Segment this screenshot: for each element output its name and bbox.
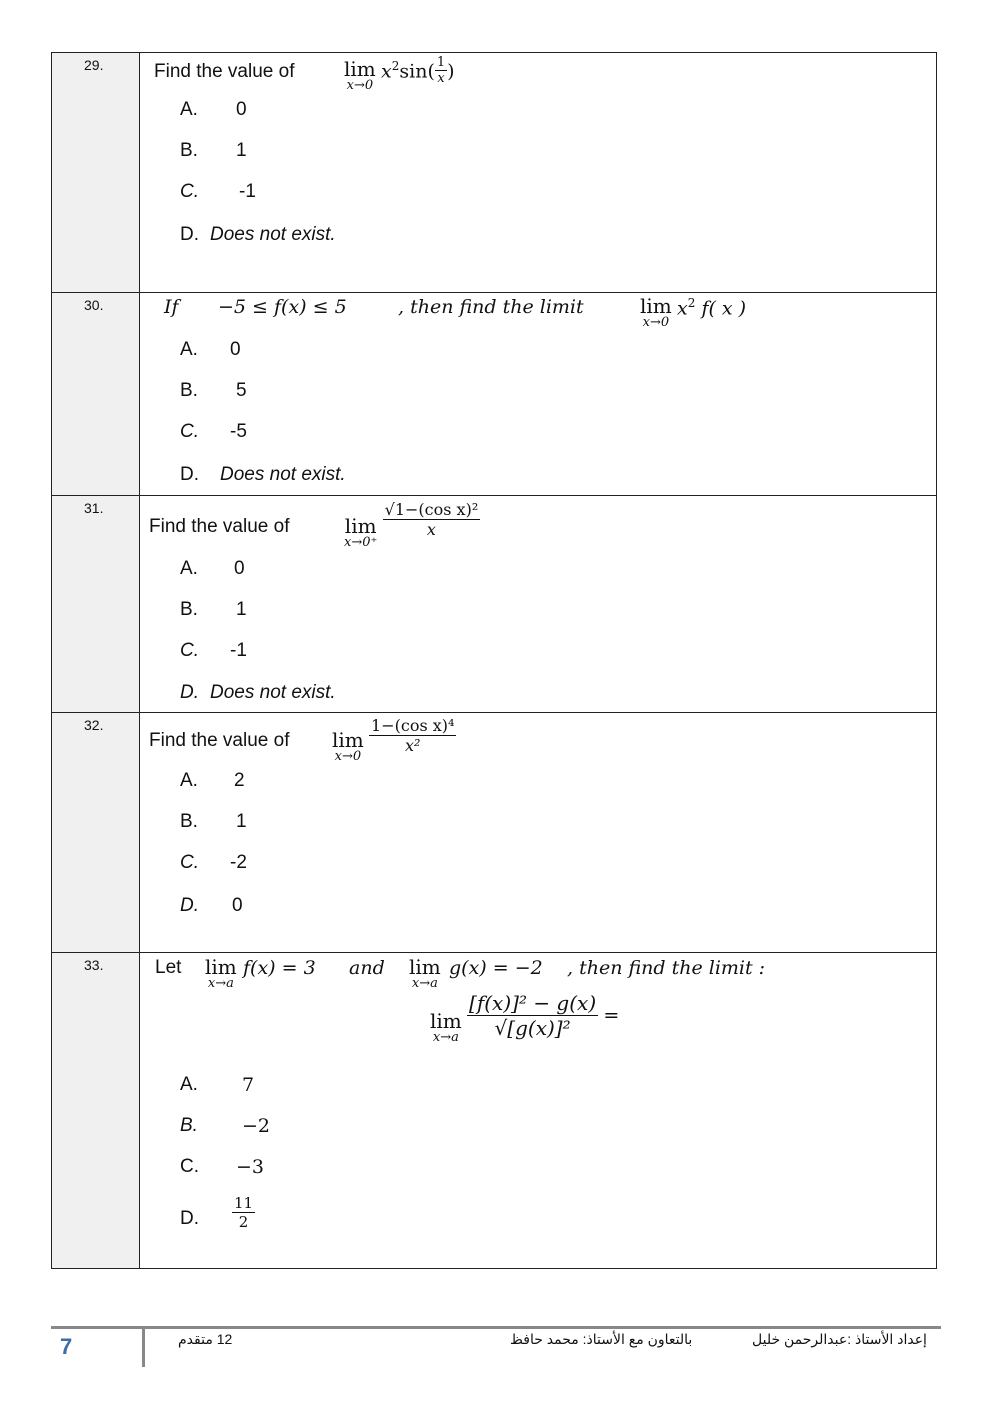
- lim-subscript: x→a: [411, 976, 438, 991]
- question-number: 32.: [84, 717, 104, 733]
- frac-numerator: [f(x)]² − g(x): [469, 991, 597, 1015]
- frac-denominator: 2: [238, 1213, 249, 1231]
- lim-subscript: x→0: [334, 749, 362, 764]
- option-value: 1: [236, 140, 247, 161]
- frac-denominator: x²: [405, 736, 421, 755]
- option-value: -5: [230, 421, 247, 442]
- frac-denominator: x: [437, 71, 445, 86]
- option-label: A.: [180, 770, 198, 791]
- lim-word: lim: [332, 728, 364, 752]
- condition: −5 ≤ f(x) ≤ 5: [218, 296, 347, 318]
- frac-numerator: 11: [234, 1194, 254, 1212]
- option-label: C.: [180, 421, 199, 442]
- option-b[interactable]: [180, 811, 247, 833]
- option-c[interactable]: [180, 852, 247, 874]
- lim-word: lim: [344, 514, 377, 538]
- page-number: 7: [60, 1334, 73, 1359]
- question-prompt: [155, 955, 855, 991]
- option-label: B.: [180, 140, 198, 161]
- expr-func: sin(: [399, 60, 435, 83]
- option-value: 7: [242, 1074, 255, 1096]
- option-value: 1: [236, 599, 247, 620]
- lim-word: lim: [205, 955, 237, 979]
- option-value: −2: [242, 1115, 271, 1137]
- option-value: 1: [236, 811, 247, 832]
- question-body: [140, 953, 937, 1269]
- question-number-cell: [52, 53, 140, 293]
- option-value: 0: [234, 558, 245, 579]
- footer-level: 12 متقدم: [178, 1331, 233, 1347]
- lim-subscript: x→a: [207, 976, 234, 991]
- question-row-33: [52, 953, 937, 1269]
- option-c[interactable]: [180, 421, 247, 443]
- option-label: D.: [180, 1208, 199, 1229]
- question-number: 33.: [84, 957, 104, 973]
- option-a[interactable]: [180, 339, 241, 361]
- option-a[interactable]: [180, 558, 245, 580]
- lim-word: lim: [640, 294, 672, 318]
- expr-term: x: [677, 297, 688, 320]
- question-body: [140, 496, 937, 713]
- question-row-31: [52, 496, 937, 713]
- lim-word: lim: [344, 57, 376, 81]
- frac-numerator: √1−(cos x)²: [384, 500, 479, 519]
- question-expression: [332, 716, 456, 764]
- option-label: D.: [180, 895, 199, 916]
- question-body: [140, 53, 937, 293]
- option-d[interactable]: [180, 1194, 254, 1231]
- footer-separator: [142, 1329, 145, 1367]
- option-label: B.: [180, 380, 198, 401]
- option-value: -1: [239, 181, 256, 202]
- option-a[interactable]: [180, 99, 247, 121]
- question-body: [140, 713, 937, 953]
- question-prompt: Find the value of: [149, 516, 290, 537]
- option-c[interactable]: [180, 1156, 265, 1178]
- option-value: Does not exist.: [210, 224, 336, 245]
- option-label: C.: [180, 640, 199, 661]
- lim-word: lim: [430, 1009, 462, 1033]
- expr-term: x: [381, 60, 392, 83]
- question-row-30: [52, 293, 937, 496]
- option-value: Does not exist.: [210, 682, 336, 703]
- option-value: 0: [236, 99, 247, 120]
- frac-denominator: x: [426, 520, 436, 539]
- lim-subscript: x→0: [346, 78, 374, 93]
- prompt-then: , then find the limit :: [567, 957, 766, 979]
- option-value: −3: [236, 1156, 265, 1178]
- option-c[interactable]: [180, 181, 256, 203]
- option-label: B.: [180, 599, 198, 620]
- question-prompt: Find the value of: [149, 730, 290, 751]
- option-label: A.: [180, 558, 198, 579]
- expr-exponent: 2: [687, 296, 696, 310]
- option-value: -1: [230, 640, 247, 661]
- question-number: 30.: [84, 297, 104, 313]
- question-expression: [640, 296, 746, 330]
- question-expression: [430, 991, 619, 1045]
- question-number: 29.: [84, 57, 104, 73]
- question-number-cell: [52, 293, 140, 496]
- option-b[interactable]: [180, 380, 247, 402]
- option-b[interactable]: [180, 1115, 271, 1137]
- option-b[interactable]: [180, 140, 247, 162]
- option-label: B.: [180, 811, 198, 832]
- lim-word: lim: [409, 955, 441, 979]
- given-g: g(x) = −2: [449, 957, 543, 979]
- option-value: 5: [236, 380, 247, 401]
- prompt-then: , then find the limit: [398, 296, 584, 318]
- option-value: Does not exist.: [220, 464, 346, 485]
- frac-numerator: 1−(cos x)⁴: [371, 716, 455, 735]
- option-value: -2: [230, 852, 247, 873]
- option-label: C.: [180, 181, 199, 202]
- option-value: 2: [234, 770, 245, 791]
- question-number-cell: [52, 953, 140, 1269]
- given-f: f(x) = 3: [243, 957, 316, 979]
- lim-subscript: x→0⁺: [344, 535, 378, 550]
- option-label: A.: [180, 1074, 198, 1095]
- option-value: 0: [232, 895, 243, 916]
- option-a[interactable]: [180, 770, 245, 792]
- footer-author: إعداد الأستاذ :عبدالرحمن خليل: [752, 1331, 927, 1347]
- question-number-cell: [52, 713, 140, 953]
- footer-collaboration: بالتعاون مع الأستاذ: محمد حافظ: [510, 1331, 693, 1347]
- option-label: C.: [180, 852, 199, 873]
- frac-numerator: 1: [436, 55, 446, 70]
- questions-table: [51, 52, 937, 1269]
- expr-exponent: 2: [391, 59, 400, 74]
- question-number: 31.: [84, 500, 104, 516]
- question-prompt: Find the value of: [154, 61, 295, 82]
- option-value: 0: [230, 339, 241, 360]
- option-label: D.: [180, 682, 199, 703]
- option-b[interactable]: [180, 599, 247, 621]
- prompt-let: Let: [155, 957, 182, 978]
- option-label: C.: [180, 1156, 199, 1177]
- lim-subscript: x→a: [432, 1030, 459, 1045]
- option-d[interactable]: [180, 224, 336, 246]
- option-d[interactable]: [180, 464, 346, 486]
- option-a[interactable]: [180, 1074, 255, 1096]
- option-label: D.: [180, 224, 199, 245]
- option-label: B.: [180, 1115, 198, 1136]
- footer-divider: [51, 1326, 941, 1329]
- frac-denominator: √[g(x)]²: [494, 1016, 571, 1040]
- option-d[interactable]: [180, 682, 336, 704]
- option-label: A.: [180, 339, 198, 360]
- option-d[interactable]: [180, 895, 243, 917]
- question-row-29: [52, 53, 937, 293]
- lim-subscript: x→0: [642, 315, 670, 330]
- expr-tail: f( x ): [695, 297, 747, 320]
- expr-equals: =: [603, 1004, 620, 1027]
- question-body: [140, 293, 937, 496]
- prompt-if: If: [164, 296, 179, 318]
- option-label: A.: [180, 99, 198, 120]
- question-expression: [344, 55, 455, 93]
- option-label: D.: [180, 464, 199, 485]
- question-expression: [344, 500, 480, 550]
- and-word: and: [349, 957, 385, 979]
- question-prompt: [164, 296, 584, 318]
- question-row-32: [52, 713, 937, 953]
- question-number-cell: [52, 496, 140, 713]
- option-c[interactable]: [180, 640, 247, 662]
- expr-close: ): [447, 60, 455, 83]
